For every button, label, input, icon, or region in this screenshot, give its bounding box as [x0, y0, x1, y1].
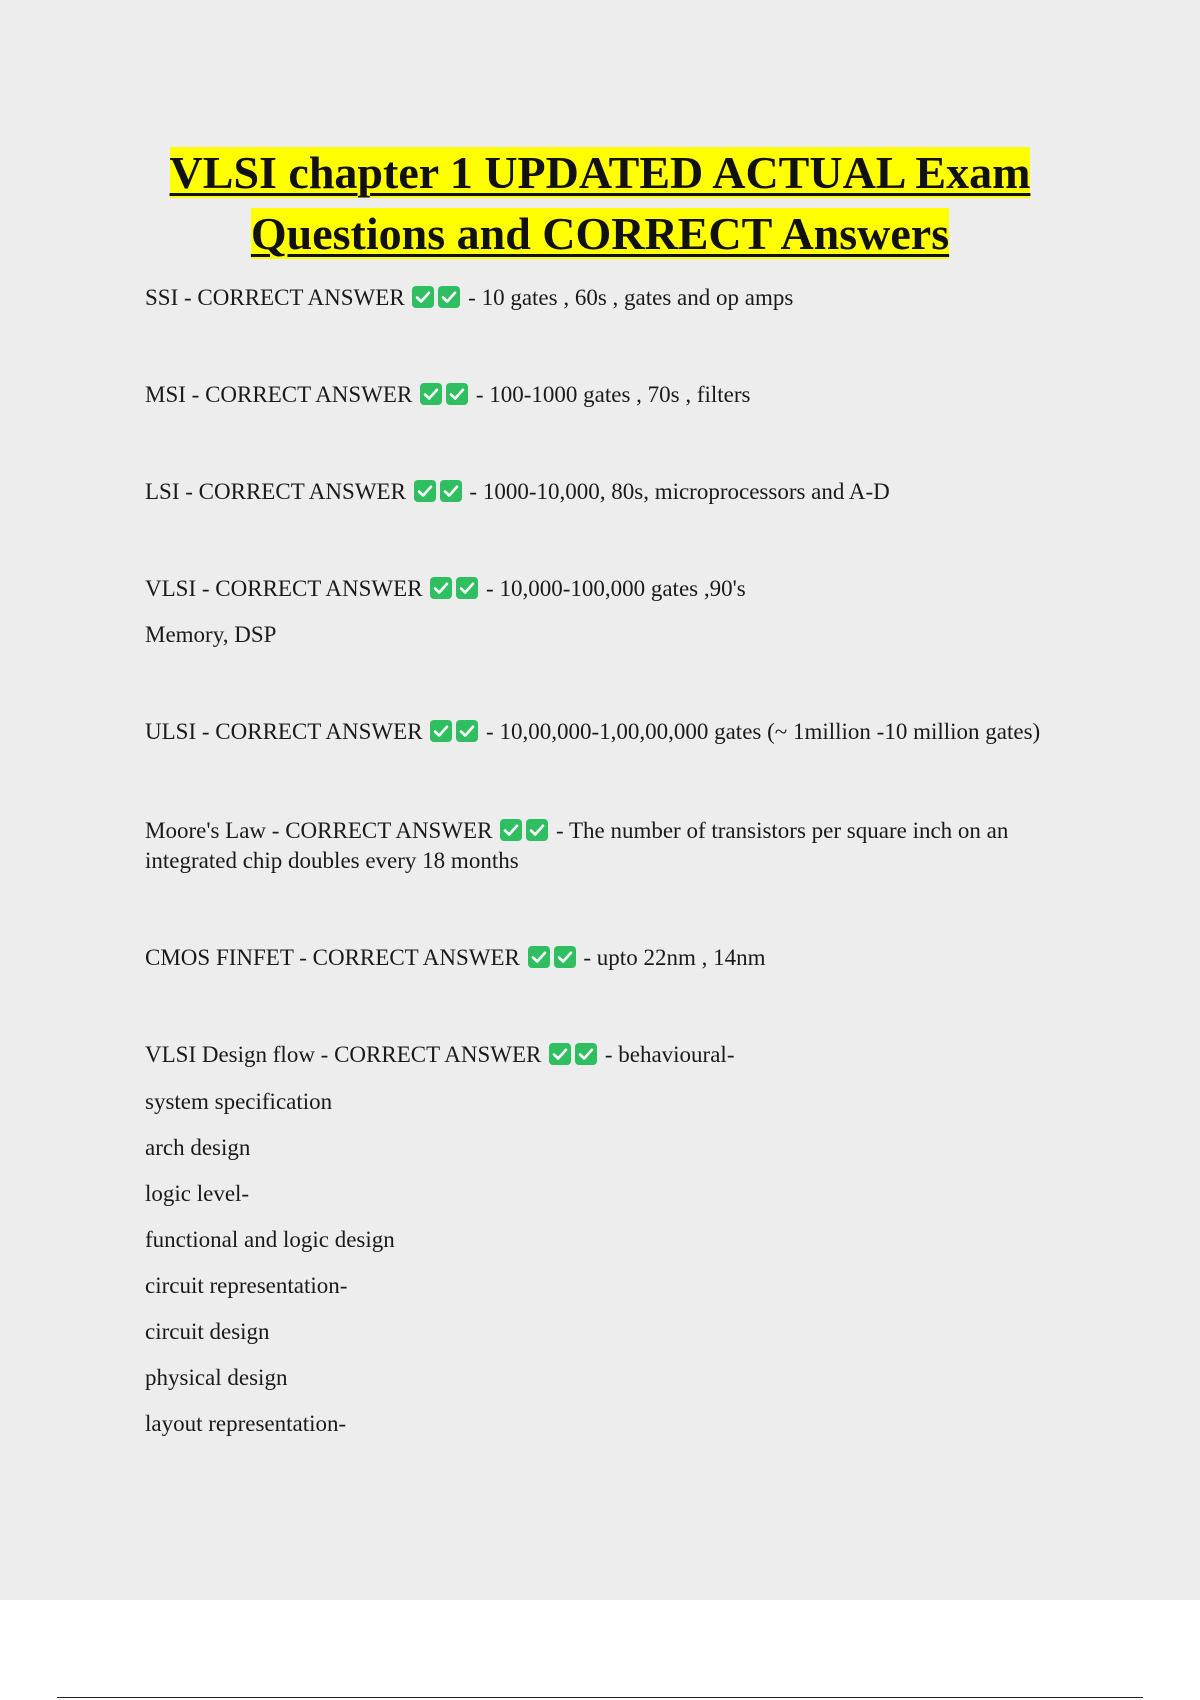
- entry-line: [145, 283, 793, 313]
- entry-detail-line: system specification: [145, 1089, 333, 1114]
- flashcard-entry: [145, 283, 793, 313]
- title-line-2: Questions and CORRECT Answers: [250, 208, 950, 259]
- check-mark-button-icon: [456, 577, 478, 599]
- correct-answer-marker: CORRECT ANSWER: [215, 719, 423, 744]
- document-title: [0, 142, 1200, 264]
- entry-answer: - 100-1000 gates , 70s , filters: [475, 382, 751, 407]
- title-line-1: VLSI chapter 1 UPDATED ACTUAL Exam: [169, 147, 1031, 198]
- entry-detail-line: logic level-: [145, 1181, 250, 1206]
- check-mark-button-icon: [420, 383, 442, 405]
- check-mark-button-icon: [575, 1043, 597, 1065]
- check-mark-button-icon: [528, 946, 550, 968]
- check-mark-button-icon: [549, 1043, 571, 1065]
- entry-answer: - 10 gates , 60s , gates and op amps: [468, 285, 794, 310]
- flashcard-entry: [145, 943, 765, 973]
- check-mark-button-icon: [446, 383, 468, 405]
- entry-line: [145, 477, 890, 507]
- check-mark-button-icon: [412, 286, 434, 308]
- entry-line: [145, 816, 1155, 846]
- entry-term: SSI -: [145, 285, 198, 310]
- entry-term: CMOS FINFET -: [145, 945, 313, 970]
- entry-detail-line: Memory, DSP: [145, 622, 277, 647]
- correct-answer-marker: CORRECT ANSWER: [312, 945, 520, 970]
- check-mark-button-icon: [526, 819, 548, 841]
- entry-answer: - 10,000-100,000 gates ,90's: [486, 576, 746, 601]
- entry-answer: - behavioural-: [604, 1042, 735, 1067]
- entry-term: Moore's Law -: [145, 818, 286, 843]
- entry-term: VLSI -: [145, 576, 216, 601]
- entry-answer: - 10,00,000-1,00,00,000 gates (~ 1million -10 million gates): [486, 719, 1041, 744]
- entry-line: [145, 1040, 734, 1070]
- correct-answer-marker: CORRECT ANSWER: [334, 1042, 542, 1067]
- correct-answer-marker: CORRECT ANSWER: [285, 818, 493, 843]
- entry-line: [145, 574, 746, 604]
- check-mark-button-icon: [554, 946, 576, 968]
- entry-detail-line: functional and logic design: [145, 1227, 395, 1252]
- check-mark-button-icon: [440, 480, 462, 502]
- entry-detail-line: physical design: [145, 1365, 288, 1390]
- check-mark-button-icon: [430, 720, 452, 742]
- entry-answer: - The number of transistors per square inch on an: [555, 818, 1009, 843]
- footer-divider: [57, 1697, 1143, 1698]
- correct-answer-marker: CORRECT ANSWER: [198, 479, 406, 504]
- entry-detail-line: circuit design: [145, 1319, 270, 1344]
- entry-answer: - 1000-10,000, 80s, microprocessors and A-D: [469, 479, 890, 504]
- entry-line: [145, 380, 751, 410]
- entry-answer-continuation: integrated chip doubles every 18 months: [145, 848, 519, 873]
- entry-detail-line: circuit representation-: [145, 1273, 348, 1298]
- entry-line: [145, 943, 765, 973]
- correct-answer-marker: CORRECT ANSWER: [215, 576, 423, 601]
- entry-line: [145, 717, 1155, 747]
- entry-term: ULSI -: [145, 719, 216, 744]
- flashcard-entry: [145, 477, 890, 507]
- check-mark-button-icon: [430, 577, 452, 599]
- check-mark-button-icon: [414, 480, 436, 502]
- correct-answer-marker: CORRECT ANSWER: [197, 285, 405, 310]
- flashcard-entry: [145, 816, 1155, 876]
- entry-term: VLSI Design flow -: [145, 1042, 335, 1067]
- entry-answer: - upto 22nm , 14nm: [583, 945, 766, 970]
- entry-term: LSI -: [145, 479, 199, 504]
- entry-detail-line: layout representation-: [145, 1411, 347, 1436]
- flashcard-entry: [145, 1040, 734, 1439]
- flashcard-entry: [145, 574, 746, 650]
- check-mark-button-icon: [438, 286, 460, 308]
- flashcard-entry: [145, 380, 751, 410]
- entry-detail-line: arch design: [145, 1135, 251, 1160]
- check-mark-button-icon: [500, 819, 522, 841]
- entry-term: MSI -: [145, 382, 206, 407]
- correct-answer-marker: CORRECT ANSWER: [205, 382, 413, 407]
- check-mark-button-icon: [456, 720, 478, 742]
- flashcard-entry: [145, 717, 1155, 747]
